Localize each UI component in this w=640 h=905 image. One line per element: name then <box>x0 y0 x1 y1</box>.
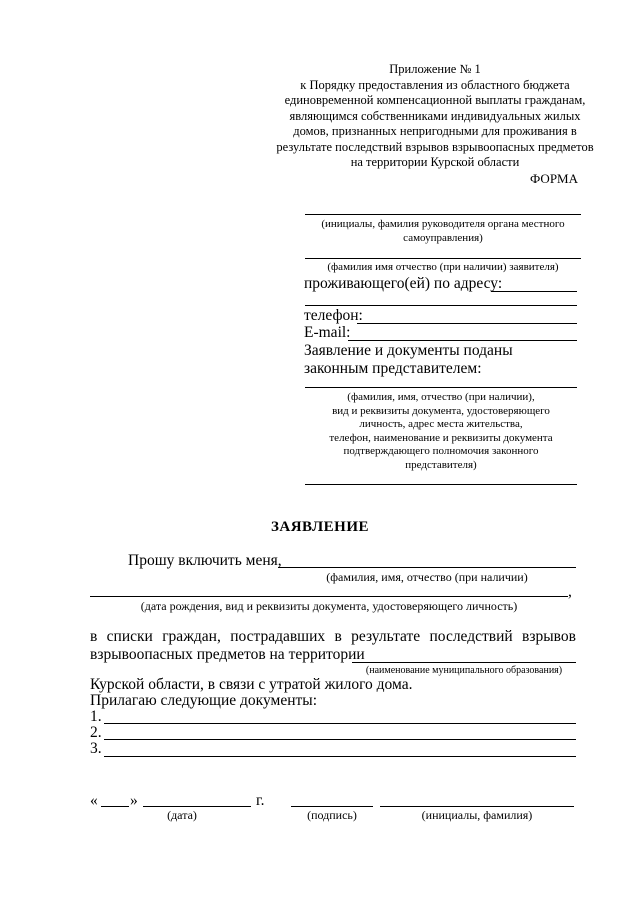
header-line: являющимся собственниками индивидуальных жилых <box>289 108 581 123</box>
header-line: на территории Курской области <box>350 155 520 169</box>
appendix-header <box>270 62 600 171</box>
date-day-line <box>101 806 129 807</box>
attach-item-number: 1. <box>90 708 102 725</box>
address-label: проживающего(ей) по адресу: <box>304 275 503 292</box>
head-name-line <box>305 214 581 215</box>
representative-label: Заявление и документы поданы законным представителем: <box>304 342 513 377</box>
name-caption: (инициалы, фамилия) <box>421 808 533 822</box>
loss-text: Курской области, в связи с утратой жилого дома. <box>90 676 413 693</box>
request-text: Прошу включить меня, <box>128 552 282 569</box>
phone-line <box>357 323 577 324</box>
date-close-quote: » <box>130 792 138 809</box>
date-caption: (дата) <box>167 808 197 822</box>
representative-caption: (фамилия, имя, отчество (при наличии), вид и реквизиты документа, удостоверяющего личность, адрес места жительства, телефон, наименование и реквизиты документа подтверждающего полномочия законного представителя) <box>329 391 553 471</box>
date-month-line <box>143 806 251 807</box>
territory-text: взрывоопасных предметов на территории <box>90 646 365 663</box>
email-label: E-mail: <box>304 324 351 341</box>
date-open-quote: « <box>90 792 98 809</box>
date-year-label: г. <box>256 792 265 809</box>
header-line: к Порядку предоставления из областного бюджета <box>300 77 570 92</box>
address-line-2 <box>305 305 577 306</box>
header-line: результате последствий взрывов взрывоопасных предметов <box>276 139 594 154</box>
attach-item-line <box>104 739 576 740</box>
birth-line <box>90 596 568 597</box>
fio-line <box>278 567 576 568</box>
birth-comma: , <box>568 583 572 600</box>
attach-text: Прилагаю следующие документы: <box>90 692 318 709</box>
fio-caption: (фамилия, имя, отчество (при наличии) <box>326 570 528 584</box>
municipality-line <box>352 662 576 663</box>
representative-line <box>305 387 577 388</box>
signature-line <box>291 806 373 807</box>
representative-line-bottom <box>305 484 577 485</box>
forma-label: ФОРМА <box>530 171 578 186</box>
attach-item-line <box>104 723 576 724</box>
phone-label: телефон: <box>304 307 363 324</box>
municipality-caption: (наименование муниципального образования) <box>365 665 563 676</box>
birth-caption: (дата рождения, вид и реквизиты документа, удостоверяющего личность) <box>140 599 518 613</box>
address-line-1 <box>491 291 577 292</box>
attach-item-number: 3. <box>90 740 102 757</box>
head-caption: (инициалы, фамилия руководителя органа местного самоуправления) <box>321 218 565 244</box>
applicant-caption: (фамилия имя отчество (при наличии) заявителя) <box>327 261 559 273</box>
header-line: Приложение № 1 <box>389 62 481 76</box>
attach-item-line <box>104 756 576 757</box>
attach-item-number: 2. <box>90 724 102 741</box>
header-line: домов, признанных непригодными для проживания в <box>293 124 577 138</box>
applicant-name-line <box>305 258 581 259</box>
email-line <box>348 340 577 341</box>
list-clause-line: в списки граждан, пострадавших в результате последствий взрывов <box>90 628 576 645</box>
document-title: ЗАЯВЛЕНИЕ <box>270 519 370 535</box>
header-line: единовременной компенсационной выплаты гражданам, <box>284 93 586 107</box>
signature-caption: (подпись) <box>307 808 357 822</box>
name-line <box>380 806 574 807</box>
